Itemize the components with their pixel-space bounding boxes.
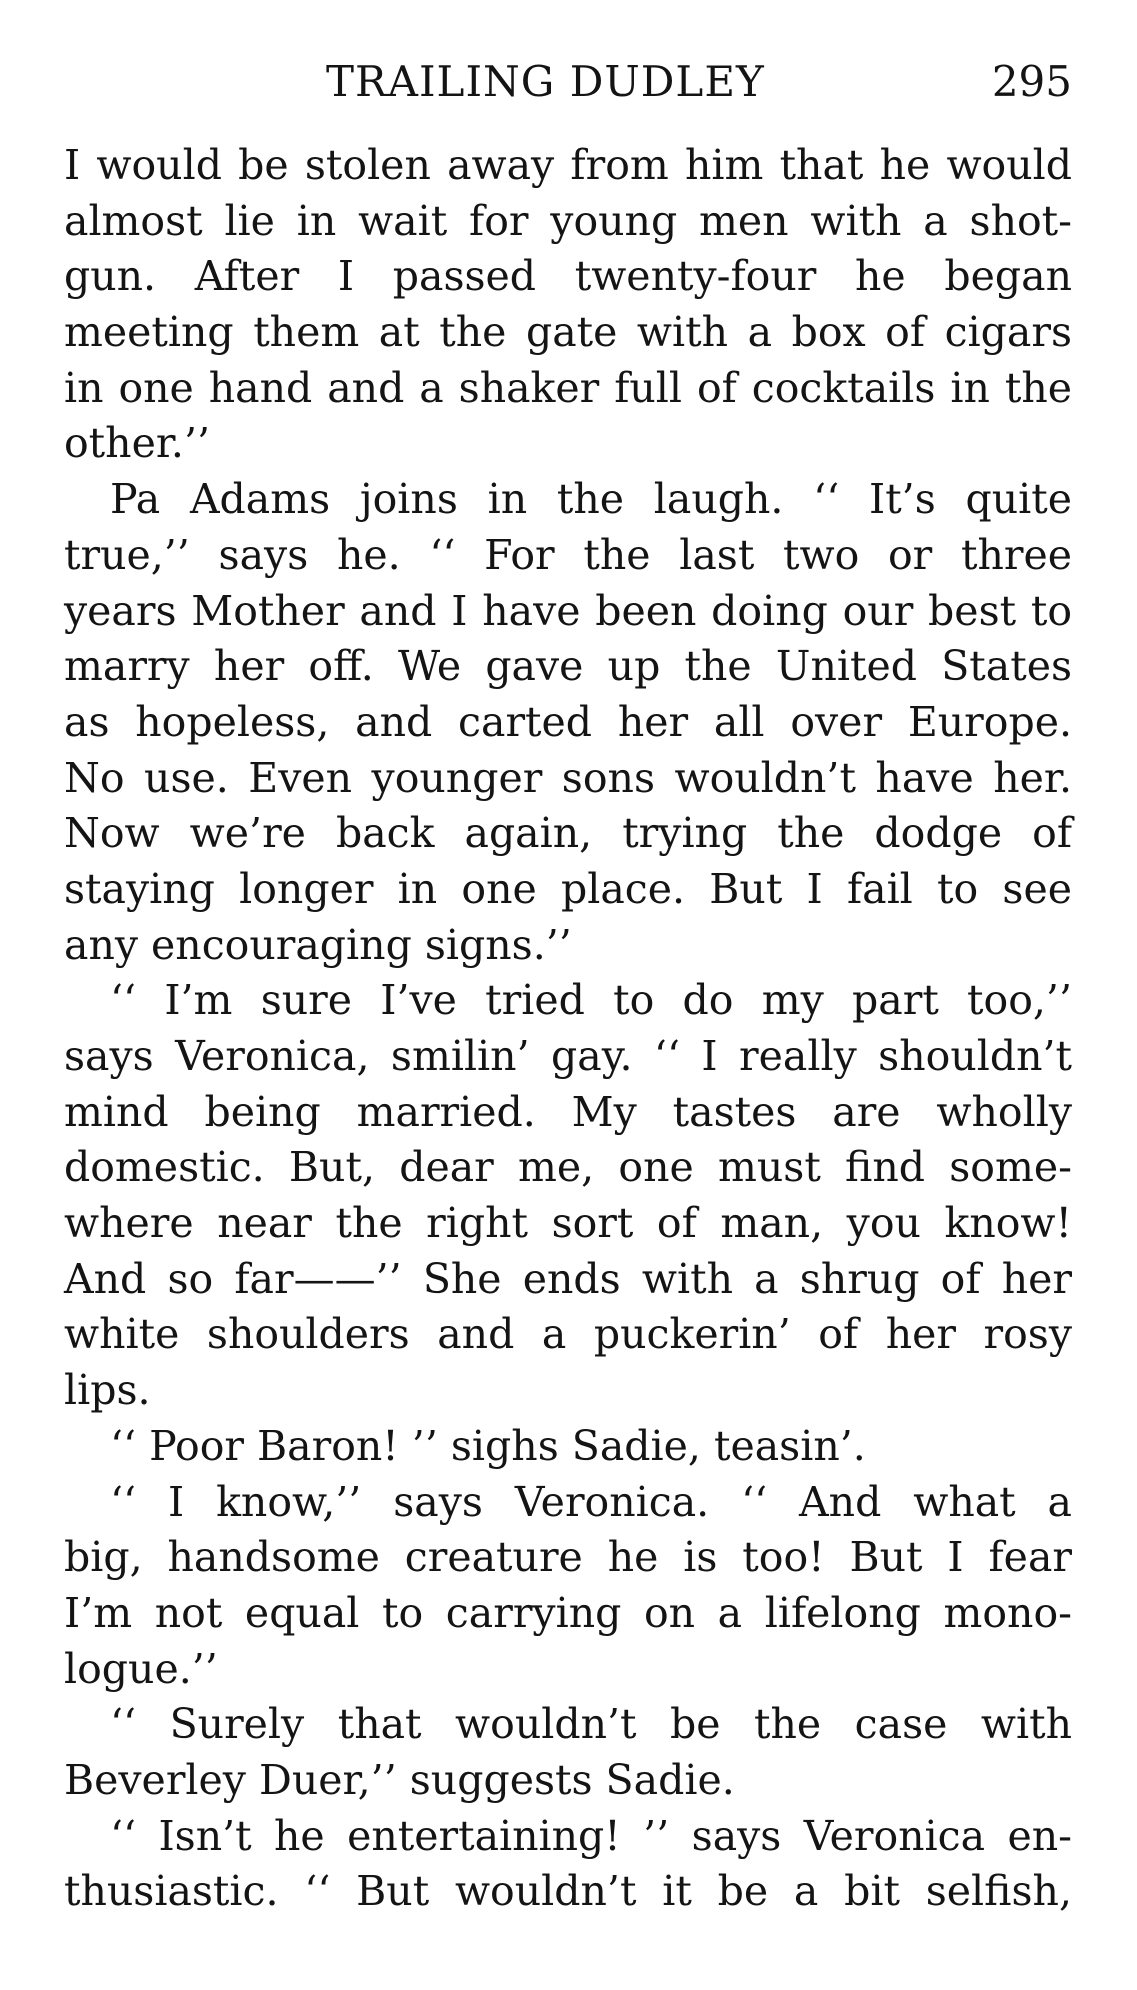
text-line: in one hand and a shaker full of cocktails in the: [64, 363, 1072, 412]
text-line: meeting them at the gate with a box of cigars: [64, 308, 1072, 357]
text-line: lips.: [64, 1366, 151, 1415]
text-line: Pa Adams joins in the laugh. ‘‘ It’s quite: [110, 475, 1072, 524]
text-line: almost lie in wait for young men with a shot-: [64, 196, 1072, 245]
running-head: [64, 52, 1072, 112]
text-line: years Mother and I have been doing our best to: [64, 586, 1072, 635]
text-line: ‘‘ Isn’t he entertaining! ’’ says Veronica en-: [110, 1811, 1072, 1860]
text-line: ‘‘ I know,’’ says Veronica. ‘‘ And what a: [110, 1477, 1072, 1526]
text-line: domestic. But, dear me, one must find some-: [64, 1143, 1072, 1192]
text-line: marry her off. We gave up the United States: [64, 642, 1072, 691]
text-line: ‘‘ Poor Baron! ’’ sighs Sadie, teasin’.: [110, 1421, 866, 1470]
page-number: 295: [991, 57, 1072, 106]
text-line: Beverley Duer,’’ suggests Sadie.: [64, 1755, 735, 1804]
text-line: as hopeless, and carted her all over Europe.: [64, 697, 1072, 746]
text-line: ‘‘ I’m sure I’ve tried to do my part too,’’: [110, 976, 1072, 1025]
text-line: big, handsome creature he is too! But I fear: [64, 1533, 1072, 1582]
text-line: where near the right sort of man, you know!: [64, 1199, 1072, 1248]
text-line: gun. After I passed twenty-four he began: [64, 252, 1072, 301]
text-line: I would be stolen away from him that he would: [64, 141, 1072, 189]
text-line: any encouraging signs.’’: [64, 920, 572, 969]
text-line: Now we’re back again, trying the dodge of: [64, 809, 1072, 858]
running-title: TRAILING DUDLEY: [326, 57, 765, 106]
text-line: says Veronica, smilin’ gay. ‘‘ I really shouldn’t: [64, 1032, 1072, 1080]
text-line: logue.’’: [64, 1644, 218, 1693]
text-line: staying longer in one place. But I fail to see: [64, 864, 1072, 913]
text-line: mind being married. My tastes are wholly: [64, 1087, 1072, 1136]
body-text: [64, 138, 1072, 1920]
text-line: ‘‘ Surely that wouldn’t be the case with: [110, 1700, 1072, 1749]
text-line: I’m not equal to carrying on a lifelong mono-: [64, 1588, 1072, 1637]
text-line: true,’’ says he. ‘‘ For the last two or three: [64, 530, 1072, 579]
text-line: No use. Even younger sons wouldn’t have her.: [64, 753, 1072, 802]
text-line: other.’’: [64, 419, 211, 468]
text-line: thusiastic. ‘‘ But wouldn’t it be a bit selfish,: [64, 1867, 1072, 1916]
text-line: white shoulders and a puckerin’ of her rosy: [64, 1310, 1072, 1359]
text-line: And so far——’’ She ends with a shrug of her: [64, 1254, 1072, 1303]
